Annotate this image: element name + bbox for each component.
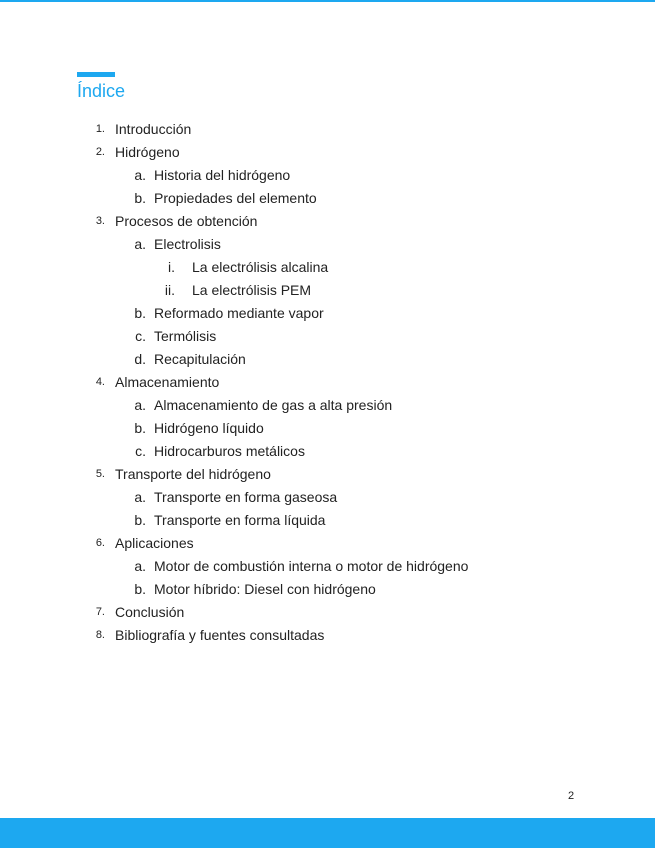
- toc-entry: [0, 486, 655, 509]
- toc-entry-label: Hidrógeno: [115, 144, 180, 160]
- toc-entry-label: Almacenamiento: [115, 374, 220, 390]
- toc-entry-label: La electrólisis alcalina: [192, 259, 329, 275]
- toc-entry-number: b.: [134, 305, 146, 321]
- toc-entry-label: Bibliografía y fuentes consultadas: [115, 627, 325, 643]
- toc-entry: [0, 463, 655, 486]
- toc-entry-label: Transporte en forma gaseosa: [154, 489, 338, 505]
- table-of-contents: [0, 118, 655, 647]
- title-accent-bar: [77, 72, 115, 77]
- toc-entry: [0, 440, 655, 463]
- toc-entry-label: Termólisis: [154, 328, 217, 344]
- toc-entry: [0, 302, 655, 325]
- toc-entry: [0, 555, 655, 578]
- toc-entry-number: ii.: [164, 282, 175, 298]
- page-title: Índice: [77, 81, 126, 101]
- toc-entry-label: Introducción: [115, 121, 192, 137]
- toc-entry-label: Transporte del hidrógeno: [115, 466, 271, 482]
- toc-entry: [0, 256, 655, 279]
- toc-entry-number: b.: [134, 512, 146, 528]
- toc-entry: [0, 233, 655, 256]
- toc-entry: [0, 371, 655, 394]
- page-number: 2: [568, 790, 575, 802]
- toc-entry: [0, 394, 655, 417]
- toc-entry-number: i.: [168, 259, 175, 275]
- toc-entry-number: 3.: [95, 215, 105, 227]
- toc-entry-label: Almacenamiento de gas a alta presión: [154, 397, 393, 413]
- toc-entry: [0, 279, 655, 302]
- toc-entry-label: Recapitulación: [154, 351, 246, 367]
- toc-entry-label: Historia del hidrógeno: [154, 167, 291, 183]
- toc-entry-number: a.: [134, 558, 146, 574]
- toc-entry-number: a.: [134, 167, 146, 183]
- toc-entry-number: 4.: [95, 376, 105, 388]
- top-accent-rule: [0, 0, 655, 2]
- toc-entry: [0, 601, 655, 624]
- toc-entry-number: b.: [134, 420, 146, 436]
- toc-entry-number: c.: [135, 328, 146, 344]
- footer-accent-band: [0, 818, 655, 848]
- toc-entry: [0, 210, 655, 233]
- toc-entry: [0, 578, 655, 601]
- toc-entry-number: c.: [135, 443, 146, 459]
- toc-entry-label: Reformado mediante vapor: [154, 305, 324, 321]
- toc-entry: [0, 532, 655, 555]
- toc-entry: [0, 141, 655, 164]
- toc-entry: [0, 509, 655, 532]
- toc-entry-label: Hidrógeno líquido: [154, 420, 264, 436]
- toc-entry: [0, 118, 655, 141]
- toc-entry-label: Hidrocarburos metálicos: [154, 443, 305, 459]
- toc-entry-number: b.: [134, 190, 146, 206]
- toc-entry-number: a.: [134, 236, 146, 252]
- toc-entry-number: a.: [134, 397, 146, 413]
- toc-entry-number: d.: [134, 351, 146, 367]
- toc-entry-number: 5.: [95, 468, 105, 480]
- toc-entry: [0, 164, 655, 187]
- toc-entry-label: Motor híbrido: Diesel con hidrógeno: [154, 581, 376, 597]
- toc-entry-number: a.: [134, 489, 146, 505]
- toc-entry-label: La electrólisis PEM: [192, 282, 312, 298]
- toc-entry: [0, 325, 655, 348]
- toc-entry: [0, 348, 655, 371]
- toc-entry-label: Aplicaciones: [115, 535, 194, 551]
- toc-entry: [0, 187, 655, 210]
- toc-entry-label: Transporte en forma líquida: [154, 512, 326, 528]
- toc-entry-number: 7.: [95, 606, 105, 618]
- toc-entry-number: b.: [134, 581, 146, 597]
- toc-entry: [0, 417, 655, 440]
- toc-entry: [0, 624, 655, 647]
- toc-entry-label: Procesos de obtención: [115, 213, 258, 229]
- toc-entry-label: Motor de combustión interna o motor de hidrógeno: [154, 558, 469, 574]
- toc-entry-label: Electrolisis: [154, 236, 221, 252]
- toc-entry-number: 1.: [95, 123, 105, 135]
- toc-entry-label: Propiedades del elemento: [154, 190, 317, 206]
- toc-entry-number: 2.: [95, 146, 105, 158]
- toc-entry-label: Conclusión: [115, 604, 185, 620]
- toc-entry-number: 6.: [95, 537, 105, 549]
- toc-entry-number: 8.: [95, 629, 105, 641]
